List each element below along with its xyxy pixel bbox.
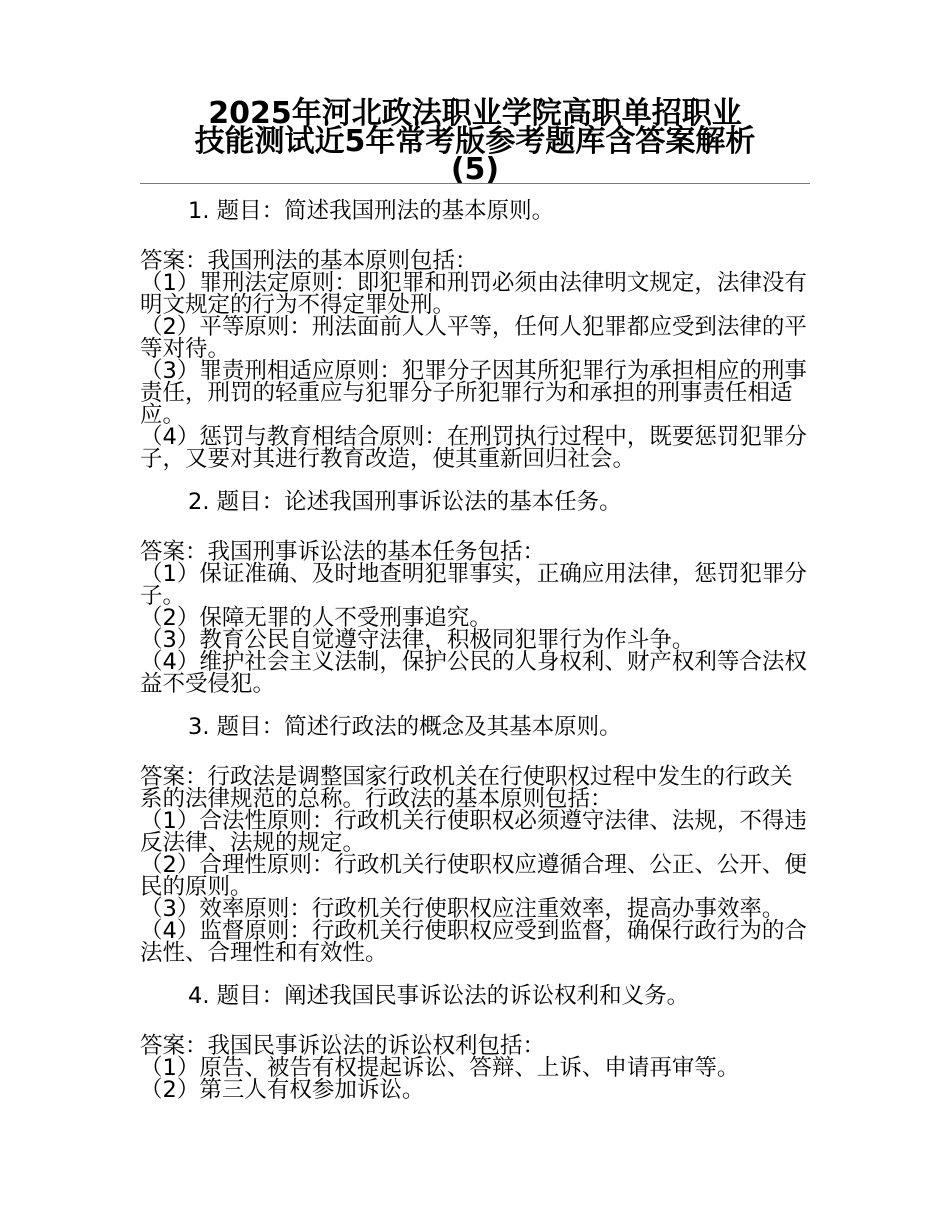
answer-2-item-4: （4）维护社会主义法制，保护公民的人身权利、财产权利等合法权益不受侵犯。	[140, 649, 807, 697]
answer-3-item-2: （2）合理性原则：行政机关行使职权应遵循合理、公正、公开、便民的原则。	[140, 852, 807, 900]
question-section-3	[140, 716, 810, 964]
title-line-3: (5)	[450, 152, 500, 187]
answer-3-item-4: （4）监督原则：行政机关行使职权应受到监督，确保行政行为的合法性、合理性和有效性。	[140, 918, 807, 966]
answer-2-item-2: （2）保障无罪的人不受刑事追究。	[140, 605, 492, 631]
answer-3-item-1: （1）合法性原则：行政机关行使职权必须遵守法律、法规，不得违反法律、法规的规定。	[140, 808, 807, 856]
section-gap	[140, 470, 810, 491]
answer-3-intro: 答案：行政法是调整国家行政机关在行使职权过程中发生的行政关系的法律规范的总称。行政法的基本原则包括：	[140, 764, 793, 812]
document-body	[140, 200, 810, 1101]
question-3: 3. 题目：简述行政法的概念及其基本原则。	[188, 714, 622, 740]
question-section-4	[140, 985, 810, 1101]
answer-1-item-1: （1）罪刑法定原则：即犯罪和刑罚必须由法律明文规定，法律没有明文规定的行为不得定罪处刑。	[140, 270, 807, 318]
title-line-1: 2025年河北政法职业学院高职单招职业	[208, 96, 742, 131]
answer-1-item-2: （2）平等原则：刑法面前人人平等，任何人犯罪都应受到法律的平等对待。	[140, 314, 807, 362]
answer-2-item-3: （3）教育公民自觉遵守法律，积极同犯罪行为作斗争。	[140, 627, 695, 653]
answer-1-intro: 答案：我国刑法的基本原则包括：	[140, 248, 478, 274]
question-1: 1. 题目：简述我国刑法的基本原则。	[188, 198, 555, 224]
section-gap	[140, 964, 810, 985]
question-section-1	[140, 200, 810, 470]
answer-4-item-1: （1）原告、被告有权提起诉讼、答辩、上诉、申请再审等。	[140, 1055, 740, 1081]
document-title	[140, 96, 810, 187]
title-divider	[140, 183, 810, 184]
question-4: 4. 题目：阐述我国民事诉讼法的诉讼权利和义务。	[188, 983, 690, 1009]
title-line-2: 技能测试近5年常考版参考题库含答案解析	[194, 124, 756, 159]
question-section-2	[140, 491, 810, 695]
answer-3-item-3: （3）效率原则：行政机关行使职权应注重效率，提高办事效率。	[140, 896, 785, 922]
answer-1-item-3: （3）罪责刑相适应原则：犯罪分子因其所犯罪行为承担相应的刑事责任，刑罚的轻重应与犯罪分子所犯罪行为和承担的刑事责任相适应。	[140, 358, 807, 428]
question-2: 2. 题目：论述我国刑事诉讼法的基本任务。	[188, 489, 622, 515]
answer-2-item-1: （1）保证准确、及时地查明犯罪事实，正确应用法律，惩罚犯罪分子。	[140, 561, 807, 609]
answer-1-item-4: （4）惩罚与教育相结合原则：在刑罚执行过程中，既要惩罚犯罪分子，又要对其进行教育改造，使其重新回归社会。	[140, 424, 807, 472]
answer-4-intro: 答案：我国民事诉讼法的诉讼权利包括：	[140, 1033, 546, 1059]
section-gap	[140, 695, 810, 716]
answer-4-item-2: （2）第三人有权参加诉讼。	[140, 1077, 425, 1103]
answer-2-intro: 答案：我国刑事诉讼法的基本任务包括：	[140, 539, 546, 565]
